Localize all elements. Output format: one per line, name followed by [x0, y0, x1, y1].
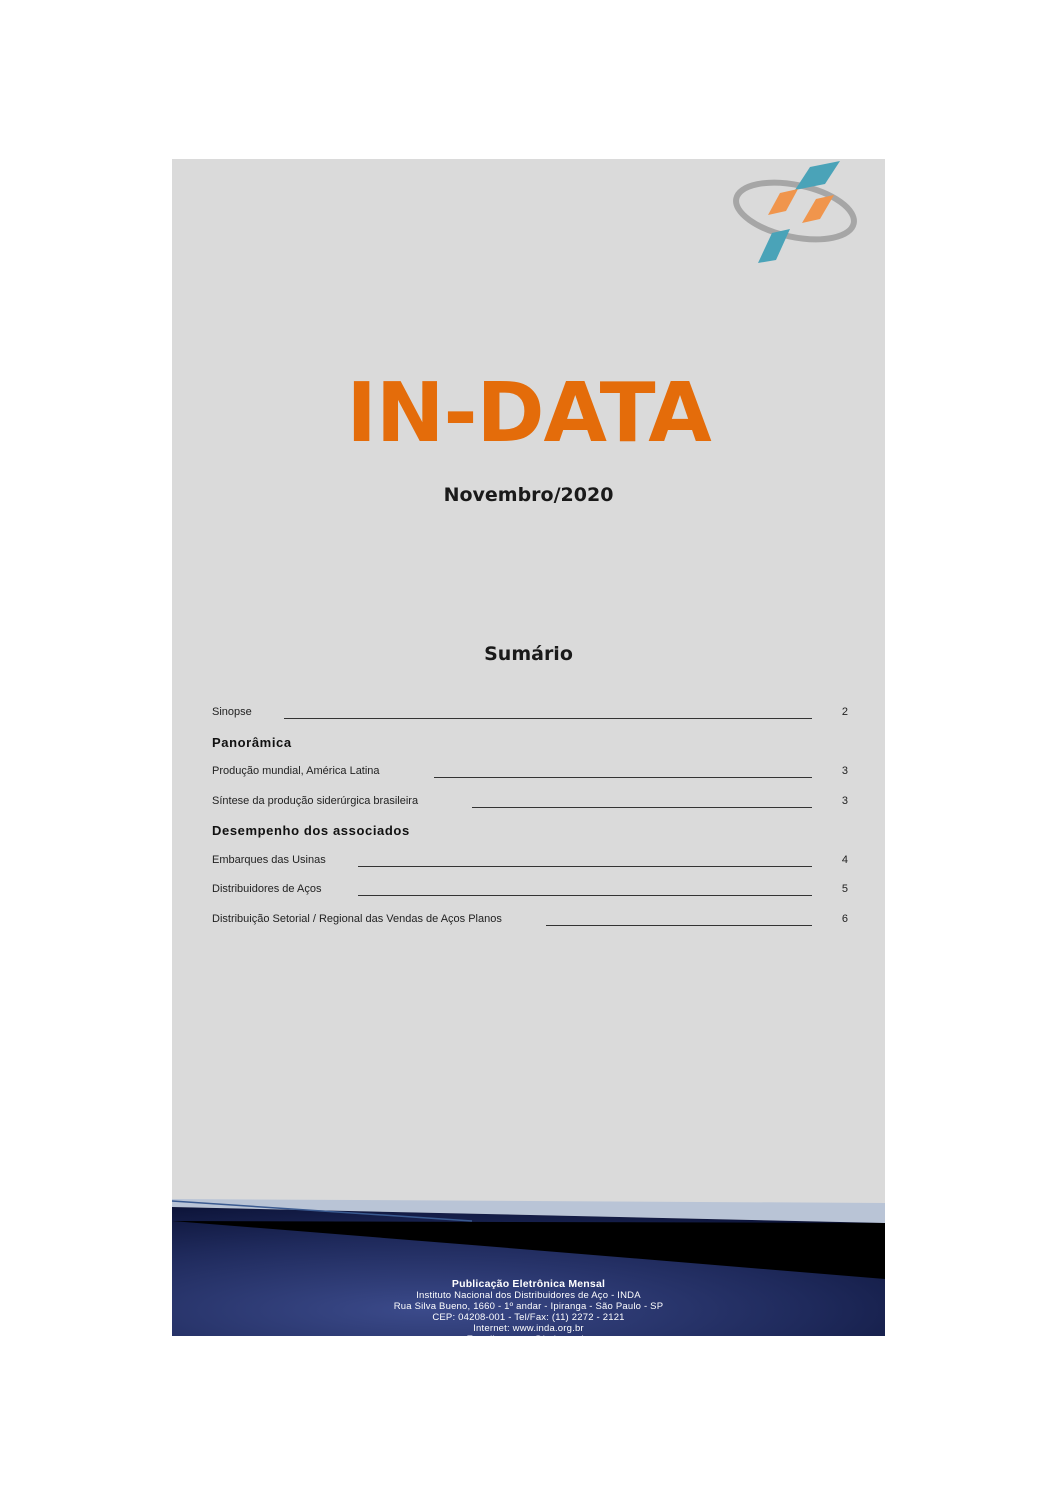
toc-page-number: 5	[841, 883, 848, 895]
toc-entry-producao-mundial[interactable]	[212, 765, 848, 781]
publication-title: IN-DATA	[346, 366, 711, 461]
toc-label: Síntese da produção siderúrgica brasileira	[212, 795, 419, 807]
toc-leader-line	[358, 895, 812, 896]
toc-entry-sinopse[interactable]	[212, 706, 848, 722]
toc-entry-distribuidores[interactable]	[212, 883, 848, 899]
toc-leader-line	[358, 866, 812, 867]
toc-section-desempenho: Desempenho dos associados	[212, 823, 410, 838]
toc-label: Distribuidores de Aços	[212, 883, 322, 895]
cover-page	[172, 159, 885, 1345]
toc-page-number: 6	[841, 913, 848, 925]
toc-leader-line	[284, 718, 812, 719]
footer-heading: Publicação Eletrônica Mensal	[451, 1278, 606, 1290]
toc-page-number: 2	[841, 706, 848, 718]
toc-page-number: 3	[841, 795, 848, 807]
toc-leader-line	[472, 807, 812, 808]
toc-leader-line	[546, 925, 812, 926]
summary-heading: Sumário	[484, 643, 573, 665]
toc-page-number: 4	[841, 854, 848, 866]
footer-band	[172, 1199, 885, 1345]
toc-section-panoramica: Panorâmica	[212, 735, 292, 750]
footer-phone: CEP: 04208-001 - Tel/Fax: (11) 2272 - 2121	[432, 1312, 625, 1323]
footer-website[interactable]: Internet: www.inda.org.br	[473, 1323, 584, 1334]
toc-entry-sintese-producao[interactable]	[212, 795, 848, 811]
toc-leader-line	[434, 777, 812, 778]
inda-logo	[732, 159, 862, 264]
footer-contact-block	[172, 1279, 885, 1345]
footer-email[interactable]: E-mail: contato@inda.org.br	[466, 1334, 591, 1345]
toc-label: Produção mundial, América Latina	[212, 765, 380, 777]
issue-date: Novembro/2020	[443, 484, 614, 506]
footer-institute: Instituto Nacional dos Distribuidores de Aço - INDA	[416, 1290, 641, 1301]
toc-label: Distribuição Setorial / Regional das Vendas de Aços Planos	[212, 913, 502, 925]
toc-label: Sinopse	[212, 706, 252, 718]
toc-page-number: 3	[841, 765, 848, 777]
toc-label: Embarques das Usinas	[212, 854, 326, 866]
footer-address: Rua Silva Bueno, 1660 - 1º andar - Ipiranga - São Paulo - SP	[393, 1301, 664, 1312]
toc-entry-distribuicao-setorial[interactable]	[212, 913, 848, 929]
toc-entry-embarques[interactable]	[212, 854, 848, 870]
